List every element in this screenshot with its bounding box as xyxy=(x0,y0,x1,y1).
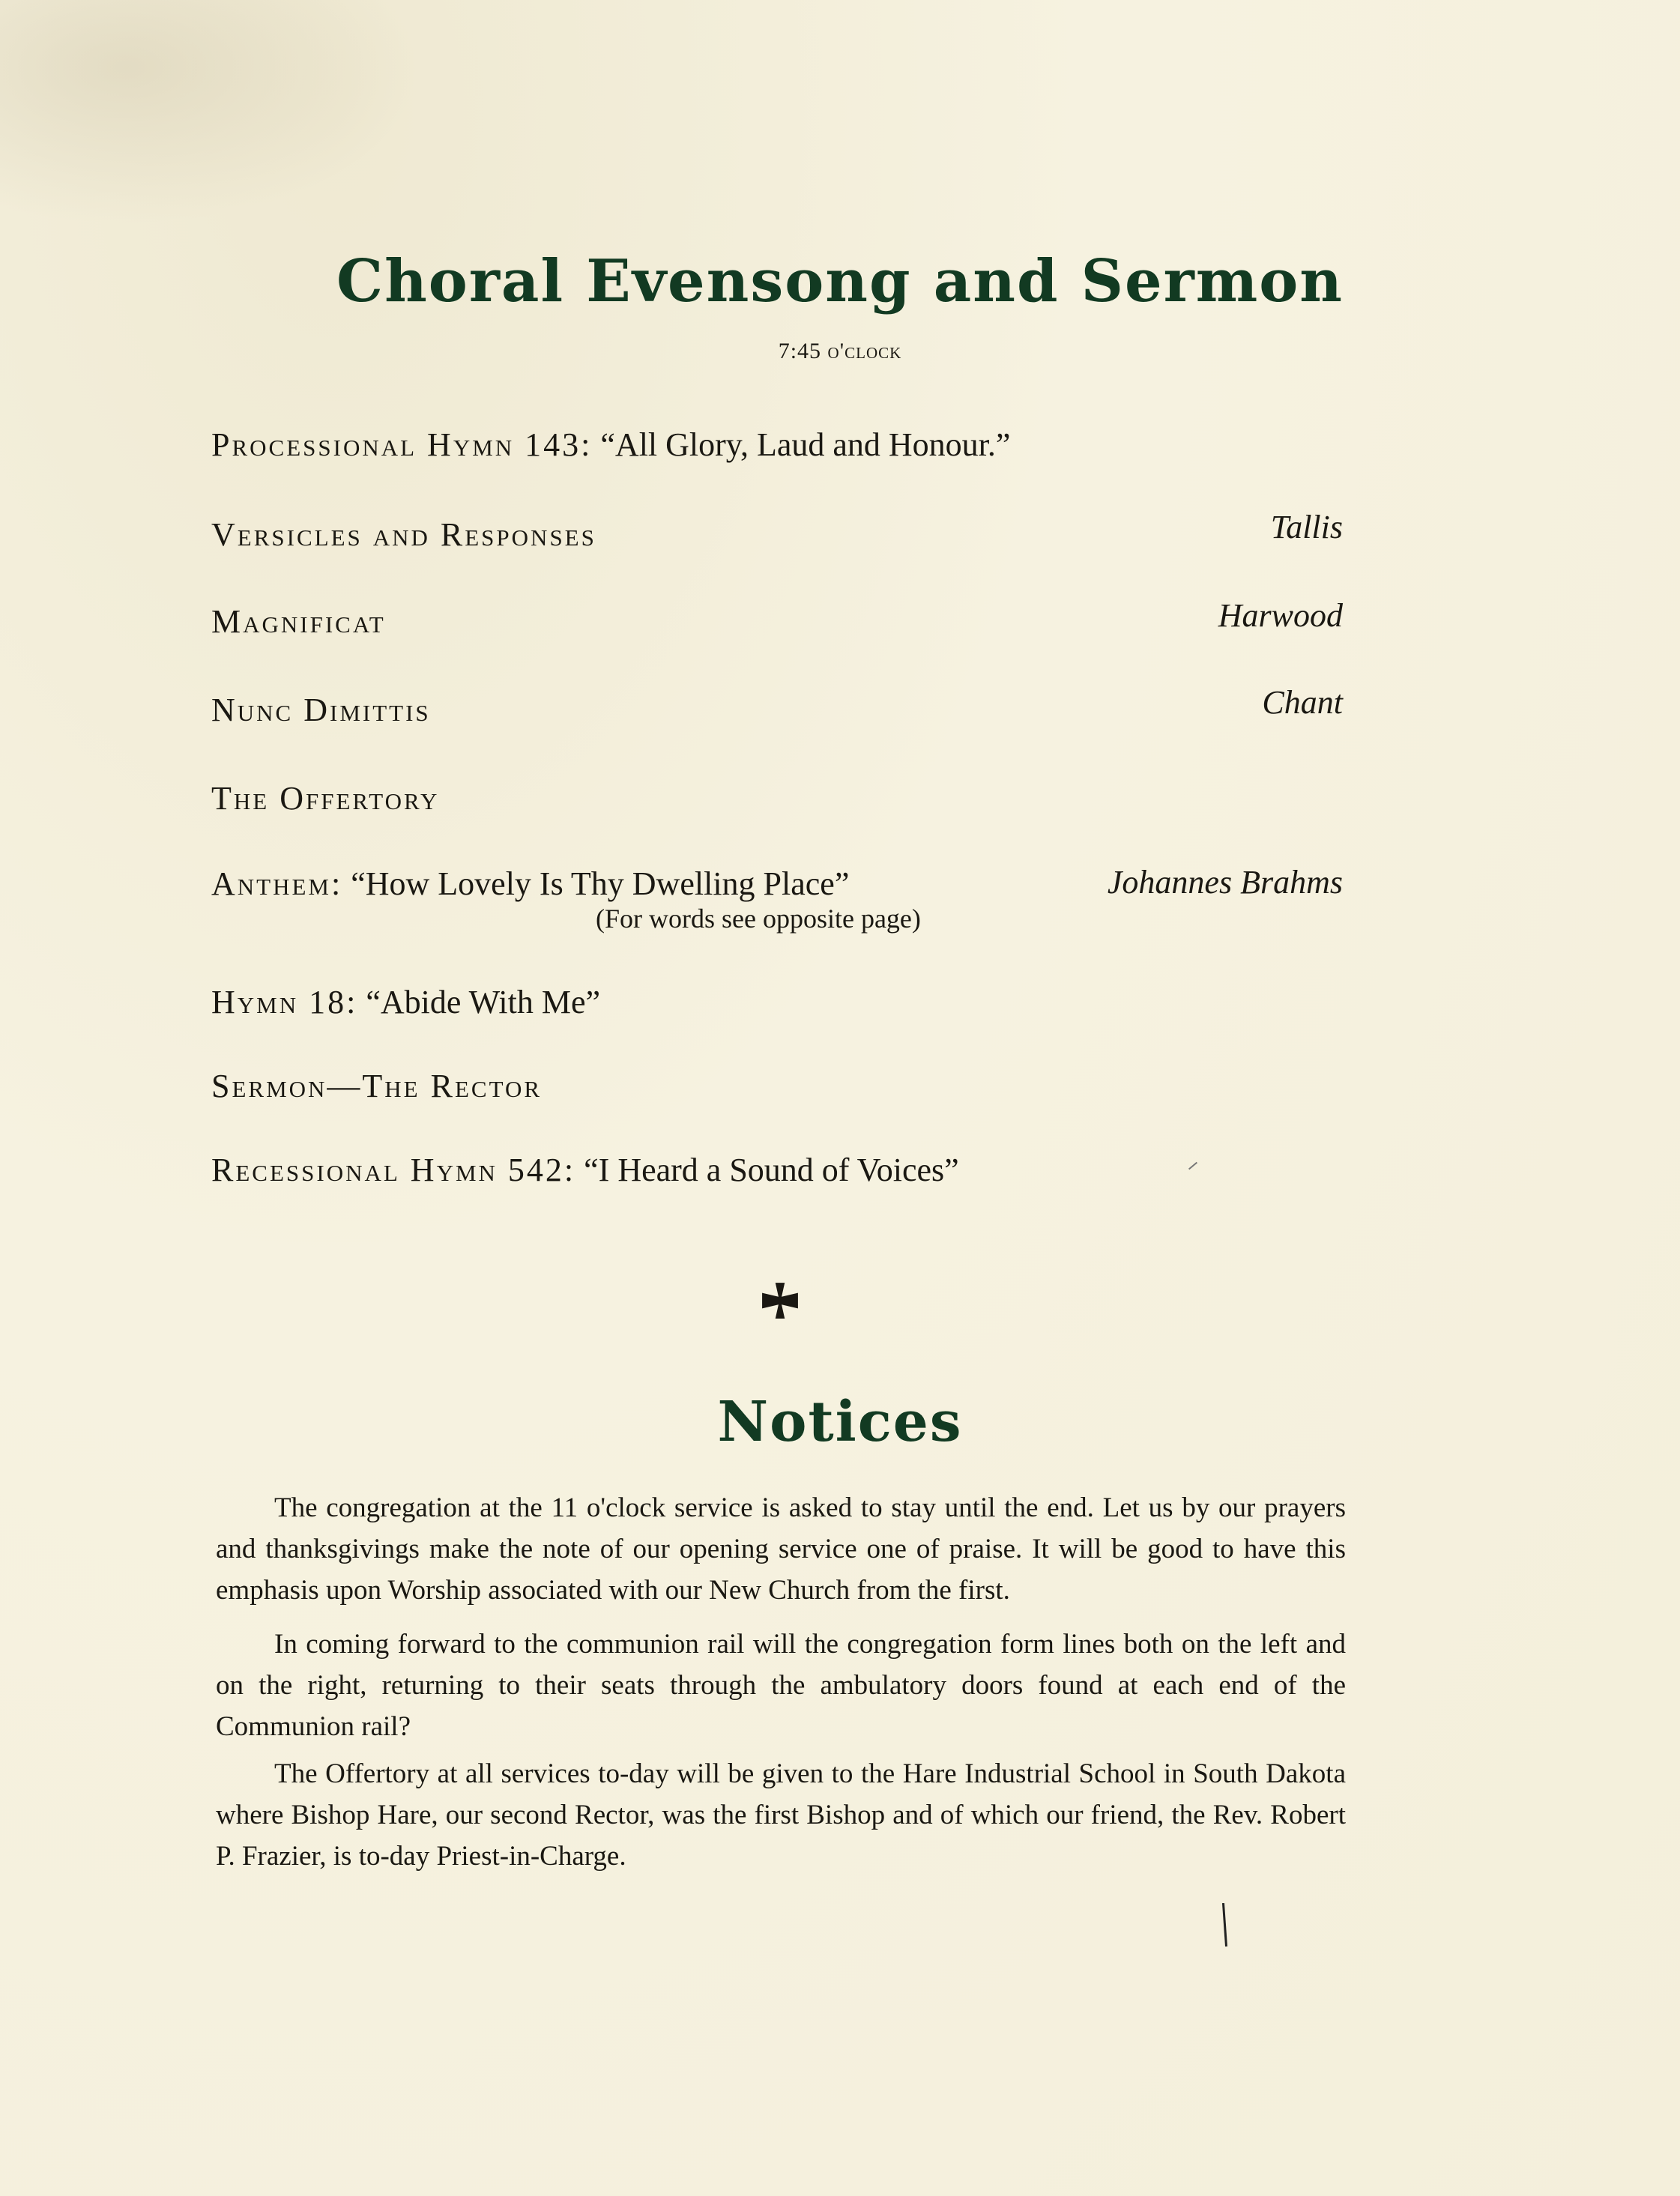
program-item-magnificat xyxy=(211,597,1343,643)
program-item-label: Magnificat xyxy=(211,603,386,640)
program-item-composer: Tallis xyxy=(1270,509,1343,545)
notices-title: Notices xyxy=(717,1390,963,1454)
program-item-processional xyxy=(211,424,1343,466)
notice-paragraph: The Offertory at all services to-day will be given to the Hare Industrial School in South Dakota where Bishop Hare, our second Rector, was the first Bishop and of which our friend, the Rev. Robert P. Frazier, is to-day Priest-in-Charge. xyxy=(216,1758,1346,1872)
page-title: Choral Evensong and Sermon xyxy=(336,247,1344,315)
program-item-hymn-18 xyxy=(211,981,1343,1023)
program-item-text: “I Heard a Sound of Voices” xyxy=(584,1152,959,1188)
program-item-anthem xyxy=(211,863,1343,905)
notice-paragraph: In coming forward to the communion rail will the congregation form lines both on the left and on the right, returning to their seats through the ambulatory doors found at each end of the Communion rail? xyxy=(216,1629,1346,1742)
program-item-nunc-dimittis xyxy=(211,684,1343,731)
program-item-label: Recessional Hymn 542: xyxy=(211,1152,576,1188)
program-item-sermon xyxy=(211,1065,1343,1107)
program-item-composer: Chant xyxy=(1262,684,1343,721)
program-item-text: “How Lovely Is Thy Dwelling Place” xyxy=(351,865,850,902)
service-time: 7:45 o'clock xyxy=(778,339,902,363)
paper-stain xyxy=(0,0,420,225)
program-item-label: Hymn 18: xyxy=(211,984,358,1020)
program-item-composer: Harwood xyxy=(1218,597,1343,634)
program-item-label: Nunc Dimittis xyxy=(211,692,431,728)
program-item-offertory xyxy=(211,778,1343,820)
program-item-recessional xyxy=(211,1149,1343,1191)
pencil-mark xyxy=(1222,1903,1227,1947)
program-item-composer: Johannes Brahms xyxy=(1107,864,1343,901)
program-item-text: “Abide With Me” xyxy=(366,984,601,1020)
anthem-note: (For words see opposite page) xyxy=(596,904,921,934)
cross-pattee-icon xyxy=(761,1281,800,1320)
program-item-versicles xyxy=(211,509,1343,556)
program-item-label: Sermon—The Rector xyxy=(211,1068,543,1104)
program-item-label: The Offertory xyxy=(211,780,440,817)
notice-paragraph: The congregation at the 11 o'clock service is asked to stay until the end. Let us by our prayers and thanksgivings make the note of our opening service one of praise. It will be good to have this emphasis upon Worship associated with our New Church from the first. xyxy=(216,1492,1346,1606)
program-item-label: Anthem: xyxy=(211,865,343,902)
program-item-text: “All Glory, Laud and Honour.” xyxy=(600,426,1011,463)
program-item-label: Processional Hymn 143: xyxy=(211,426,593,463)
program-item-label: Versicles and Responses xyxy=(211,516,596,553)
